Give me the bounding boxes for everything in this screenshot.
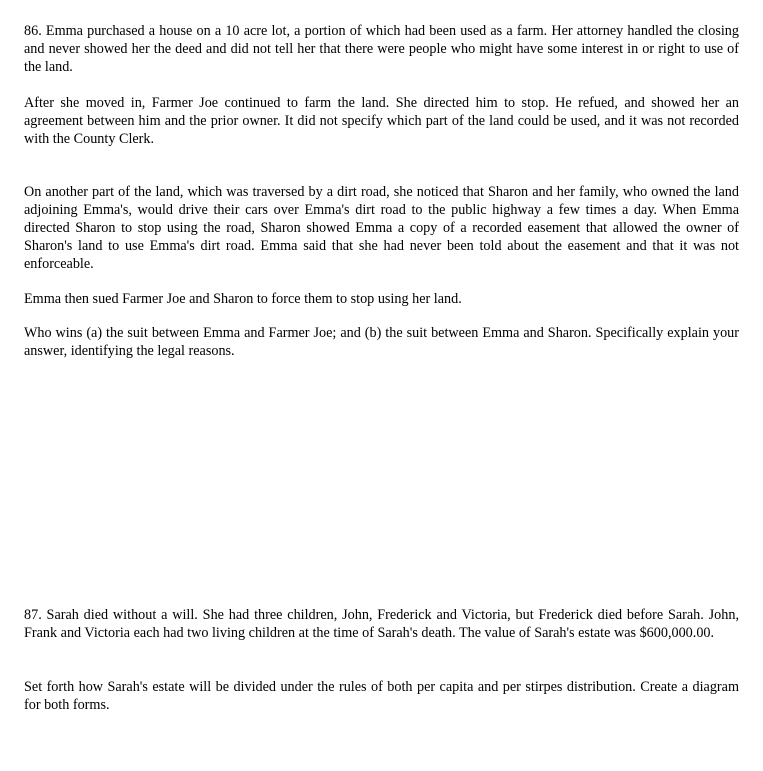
question-87-intro: 87. Sarah died without a will. She had three children, John, Frederick and Victoria, but Frederick died before Sarah. John, Frank and Victoria each had two living children at the time of Sarah's death. The value of Sarah's estate was $600,000.00. xyxy=(24,607,739,641)
question-86-lawsuit-paragraph: Emma then sued Farmer Joe and Sharon to force them to stop using her land. xyxy=(24,291,462,307)
question-86-sharon-paragraph: On another part of the land, which was traversed by a dirt road, she noticed that Sharon and her family, who owned the land adjoining Emma's, would drive their cars over Emma's dirt road to the public highway a few times a day. When Emma directed Sharon to stop using the road, Sharon showed Emma a copy of a recorded easement that allowed the owner of Sharon's land to use Emma's dirt road. Emma said that she had never been told about the easement and that it was not enforceable. xyxy=(24,184,739,272)
question-87-prompt: Set forth how Sarah's estate will be divided under the rules of both per capita and per stirpes distribution. Create a diagram for both forms. xyxy=(24,679,739,713)
question-86-prompt: Who wins (a) the suit between Emma and Farmer Joe; and (b) the suit between Emma and Sharon. Specifically explain your answer, identifying the legal reasons. xyxy=(24,325,739,359)
question-86-farmer-joe-paragraph: After she moved in, Farmer Joe continued to farm the land. She directed him to stop. He refued, and showed her an agreement between him and the prior owner. It did not specify which part of the land could be used, and it was not recorded with the County Clerk. xyxy=(24,95,739,147)
question-86-intro: 86. Emma purchased a house on a 10 acre lot, a portion of which had been used as a farm. Her attorney handled the closing and never showed her the deed and did not tell her that there were people who might have some interest in or right to use of the land. xyxy=(24,23,739,75)
